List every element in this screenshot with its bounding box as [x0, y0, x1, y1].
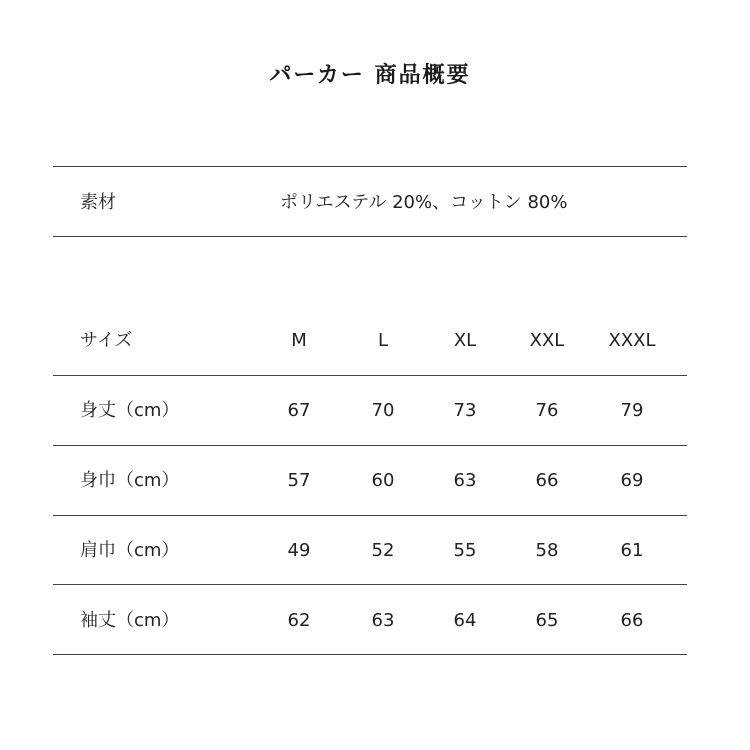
material-top-divider: [53, 166, 687, 167]
size-header-divider: [53, 375, 687, 376]
table-bottom-divider: [53, 654, 687, 655]
table-cell: 63: [371, 610, 395, 631]
table-cell: 73: [453, 400, 477, 421]
row-label-shoulder-width: 肩巾（cm）: [80, 540, 180, 561]
table-cell: 58: [535, 540, 559, 561]
row-divider: [53, 445, 687, 446]
row-label-sleeve-length: 袖丈（cm）: [80, 610, 180, 631]
table-cell: 52: [371, 540, 395, 561]
row-divider: [53, 584, 687, 585]
table-cell: 55: [453, 540, 477, 561]
size-column-l: L: [377, 330, 389, 351]
material-value: ポリエステル 20%、コットン 80%: [280, 192, 568, 213]
material-bottom-divider: [53, 236, 687, 237]
material-label: 素材: [80, 192, 116, 213]
table-cell: 61: [620, 540, 644, 561]
table-cell: 67: [287, 400, 311, 421]
table-cell: 63: [453, 470, 477, 491]
table-cell: 66: [620, 610, 644, 631]
table-cell: 49: [287, 540, 311, 561]
table-cell: 79: [620, 400, 644, 421]
table-cell: 62: [287, 610, 311, 631]
row-divider: [53, 515, 687, 516]
table-cell: 64: [453, 610, 477, 631]
size-column-xl: XL: [453, 330, 477, 351]
table-cell: 60: [371, 470, 395, 491]
table-cell: 70: [371, 400, 395, 421]
table-cell: 69: [620, 470, 644, 491]
size-header-label: サイズ: [80, 330, 133, 351]
table-cell: 66: [535, 470, 559, 491]
page-title: パーカー 商品概要: [269, 63, 471, 88]
size-column-xxxl: XXXL: [608, 330, 656, 351]
size-column-m: M: [291, 330, 307, 351]
table-cell: 57: [287, 470, 311, 491]
row-label-body-length: 身丈（cm）: [80, 400, 180, 421]
table-cell: 65: [535, 610, 559, 631]
table-cell: 76: [535, 400, 559, 421]
row-label-body-width: 身巾（cm）: [80, 470, 180, 491]
size-column-xxl: XXL: [529, 330, 565, 351]
